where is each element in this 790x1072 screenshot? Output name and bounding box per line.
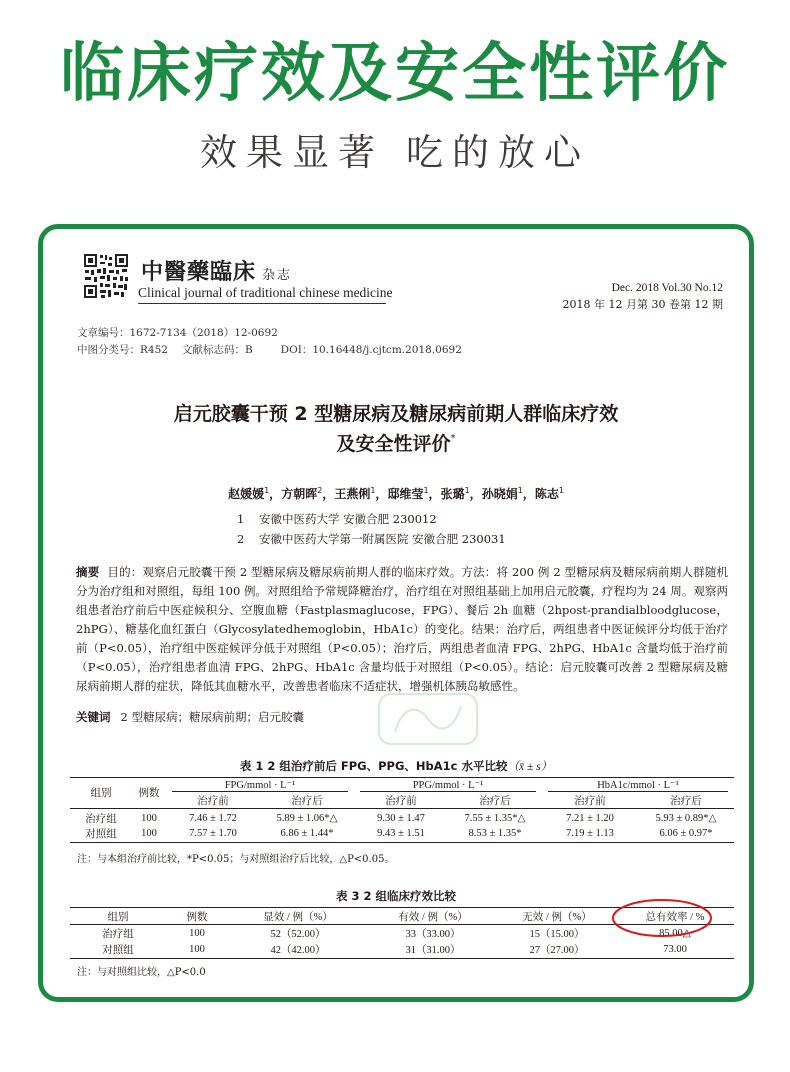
abstract [76, 563, 728, 696]
keywords-text: 2 型糖尿病；糖尿病前期；启元胶囊 [120, 710, 304, 724]
issue-en: Dec. 2018 Vol.30 No.12 [611, 282, 723, 294]
table-cell: 6.86 ± 1.44* [260, 826, 354, 843]
table1-subheader-before: 治疗前 [542, 793, 638, 809]
banner-subtitle [0, 122, 790, 176]
table-cell: 27（27.00） [498, 942, 616, 959]
table1-title-text: 表 1 2 组治疗前后 FPG、PPG、HbA1c 水平比较 [239, 759, 508, 773]
watermark-icon [373, 684, 483, 754]
table-cell: 9.43 ± 1.51 [354, 826, 448, 843]
abstract-label: 摘要 [76, 565, 100, 579]
table1-group-label: PPG/mmol · L⁻¹ [360, 779, 536, 792]
classification-line [77, 342, 462, 357]
table-cell: 15（15.00） [529, 928, 585, 940]
journal-name-cn: 中醫藥臨床 [141, 259, 257, 285]
table-row [70, 808, 734, 826]
author-affiliation-mark: 1 [464, 486, 470, 495]
article-number: 文章编号：1672-7134（2018）12-0692 [77, 327, 278, 339]
author-separator: ， [428, 487, 441, 501]
author-name: 方朝晖 [281, 487, 318, 501]
table-cell: 6.06 ± 0.97* [638, 826, 734, 843]
affiliation-1 [237, 511, 437, 527]
table-cell: 31（31.00） [368, 942, 498, 959]
article-title-line1: 启元胶囊干预 2 型糖尿病及糖尿病前期人群临床疗效 [173, 403, 619, 425]
author-affiliation-mark: 1 [264, 486, 270, 495]
table-cell: 73.00 [616, 942, 734, 959]
author-separator: ， [375, 487, 388, 501]
banner-title: 临床疗效及安全性评价 [60, 37, 730, 111]
author-name: 陈志 [534, 487, 559, 501]
table-cell: 100 [132, 826, 166, 843]
table-cell: 7.55 ± 1.35*△ [464, 813, 526, 824]
highlight-circle-icon [611, 898, 713, 938]
affiliation-text: 安徽中医药大学 安徽合肥 230012 [258, 512, 437, 526]
table3-note: 注：与对照组比较，△P<0.0 [77, 967, 206, 978]
author-affiliation-mark: 1 [517, 486, 523, 495]
table1-header-ppg [354, 778, 542, 793]
table-cell: 100 [166, 942, 228, 959]
author-separator: ， [522, 487, 535, 501]
table-cell: 7.19 ± 1.13 [542, 826, 638, 843]
author-name: 王燕俐 [334, 487, 371, 501]
table-cell: 42（42.00） [228, 942, 368, 959]
table-cell: 对照组 [70, 826, 132, 843]
table3-header: 总有效率 / % [616, 908, 734, 925]
table-cell: 52（52.00） [270, 928, 326, 940]
table1-subheader-before: 治疗前 [354, 793, 448, 809]
table-cell: 100 [189, 927, 205, 939]
table3-header: 组别 [70, 908, 166, 925]
table-cell: 5.89 ± 1.06*△ [276, 813, 338, 824]
table1-header-group: 组别 [70, 778, 132, 809]
table3-header: 有效 / 例（%） [368, 908, 498, 925]
journal-logo [141, 255, 292, 286]
affiliation-number: 1 [237, 512, 245, 526]
table1 [70, 777, 734, 843]
table-cell: 治疗组 [102, 928, 134, 940]
paper-frame [38, 224, 754, 1002]
table1-subheader-after: 治疗后 [260, 793, 354, 809]
table1-group-label: FPG/mmol · L⁻¹ [172, 779, 348, 792]
banner-subtitle-part1: 效果显著 [200, 131, 384, 174]
author-name: 孙晓娟 [481, 487, 518, 501]
table1-title-stat: （x̄ ± s） [507, 761, 553, 773]
author-list [43, 485, 749, 502]
table-cell: 对照组 [70, 942, 166, 959]
table1-subheader-before: 治疗前 [166, 793, 260, 809]
keywords-label: 关键词 [76, 710, 111, 724]
author-affiliation-mark: 1 [423, 486, 429, 495]
table1-subheader-after: 治疗后 [638, 793, 734, 809]
author-separator: ， [322, 487, 335, 501]
document-code: 文献标志码：B [181, 344, 253, 356]
table3-title: 表 3 2 组临床疗效比较 [335, 889, 456, 903]
author-affiliation-mark: 2 [317, 486, 323, 495]
table-cell: 治疗组 [85, 813, 117, 825]
table-cell: 7.21 ± 1.20 [566, 812, 614, 824]
table-cell: 7.57 ± 1.70 [166, 826, 260, 843]
article-title-text: 及安全性评价 [336, 433, 451, 455]
abstract-text: 目的：观察启元胶囊干预 2 型糖尿病及糖尿病前期人群的临床疗效。方法：将 200 例 2 型糖尿病及糖尿病前期人群随机分为治疗组和对照组，每组 100 例。对照组给予常规降糖治疗，治疗组在对照组基础上加用启元胶囊，疗程均为 24 周。观察两组患者治疗前后中医症候积分、空腹血糖（Fastplasmaglucose，FPG）、餐后 2h 血糖（2hpost-prandialbloodglucose，2hPG）、糖基化血红蛋白（Glycosylatedhemoglobin，HbA1c）的变化。结果：治疗后，两组患者中医证候评分均低于治疗前（P<0.05），治疗组中医症候评分低于对照组（P<0.05）；治疗后，两组患者血清 FPG、2hPG、HbA1c 含量均低于治疗前（P<0.05），治疗组患者血清 FPG、2hPG、HbA1c 含量均低于对照组（P<0.05）。结论：启元胶囊可改善 2 型糖尿病及糖尿病前期人群的症状，降低其血糖水平，改善患者临床不适症状，增强机体胰岛敏感性。 [76, 565, 729, 693]
table-cell: 85.00△ [659, 928, 691, 940]
table3-header: 例数 [166, 908, 228, 925]
author-affiliation-mark: 1 [558, 486, 564, 495]
clc-number: 中图分类号：R452 [77, 344, 168, 356]
table1-title [43, 758, 749, 774]
table-cell: 9.30 ± 1.47 [377, 812, 425, 824]
keywords [76, 709, 304, 725]
table1-header-hba1c [542, 778, 734, 793]
article-title-line2 [43, 429, 749, 456]
doi: DOI：10.16448/j.cjtcm.2018.0692 [280, 344, 462, 356]
table1-note: 注：与本组治疗前比较，*P<0.05；与对照组治疗后比较，△P<0.05。 [77, 854, 395, 865]
author-name: 邸维莹 [387, 487, 424, 501]
table-cell: 33（33.00） [405, 928, 461, 940]
journal-name-suffix: 杂志 [262, 268, 293, 283]
table1-group-label: HbA1c/mmol · L⁻¹ [548, 779, 728, 792]
header-rule [138, 303, 386, 304]
issue-cn: 2018 年 12 月第 30 卷第 12 期 [562, 298, 723, 311]
author-affiliation-mark: 1 [370, 486, 376, 495]
table-row [70, 826, 734, 843]
title-footnote-mark: * [450, 433, 456, 444]
author-name: 张璐 [440, 487, 465, 501]
table1-header-n: 例数 [132, 778, 166, 809]
table1-header-fpg [166, 778, 354, 793]
table3-header: 无效 / 例（%） [498, 908, 616, 925]
author-separator: ， [469, 487, 482, 501]
qr-code-icon [83, 253, 129, 299]
journal-name-en: Clinical journal of traditional chinese medicine [138, 285, 393, 300]
banner-subtitle-part2: 吃的放心 [406, 131, 590, 174]
author-name: 赵媛媛 [228, 487, 265, 501]
affiliation-number: 2 [237, 532, 245, 546]
table-cell: 5.93 ± 0.89*△ [655, 813, 717, 824]
table-cell: 100 [141, 812, 157, 824]
table-cell: 7.46 ± 1.72 [189, 812, 237, 824]
table-row [70, 942, 734, 959]
author-separator: ， [269, 487, 282, 501]
table3-header: 显效 / 例（%） [228, 908, 368, 925]
table1-subheader-after: 治疗后 [448, 793, 542, 809]
table-cell: 8.53 ± 1.35* [448, 826, 542, 843]
affiliation-2 [237, 531, 506, 547]
affiliation-text: 安徽中医药大学第一附属医院 安徽合肥 230031 [258, 532, 506, 546]
